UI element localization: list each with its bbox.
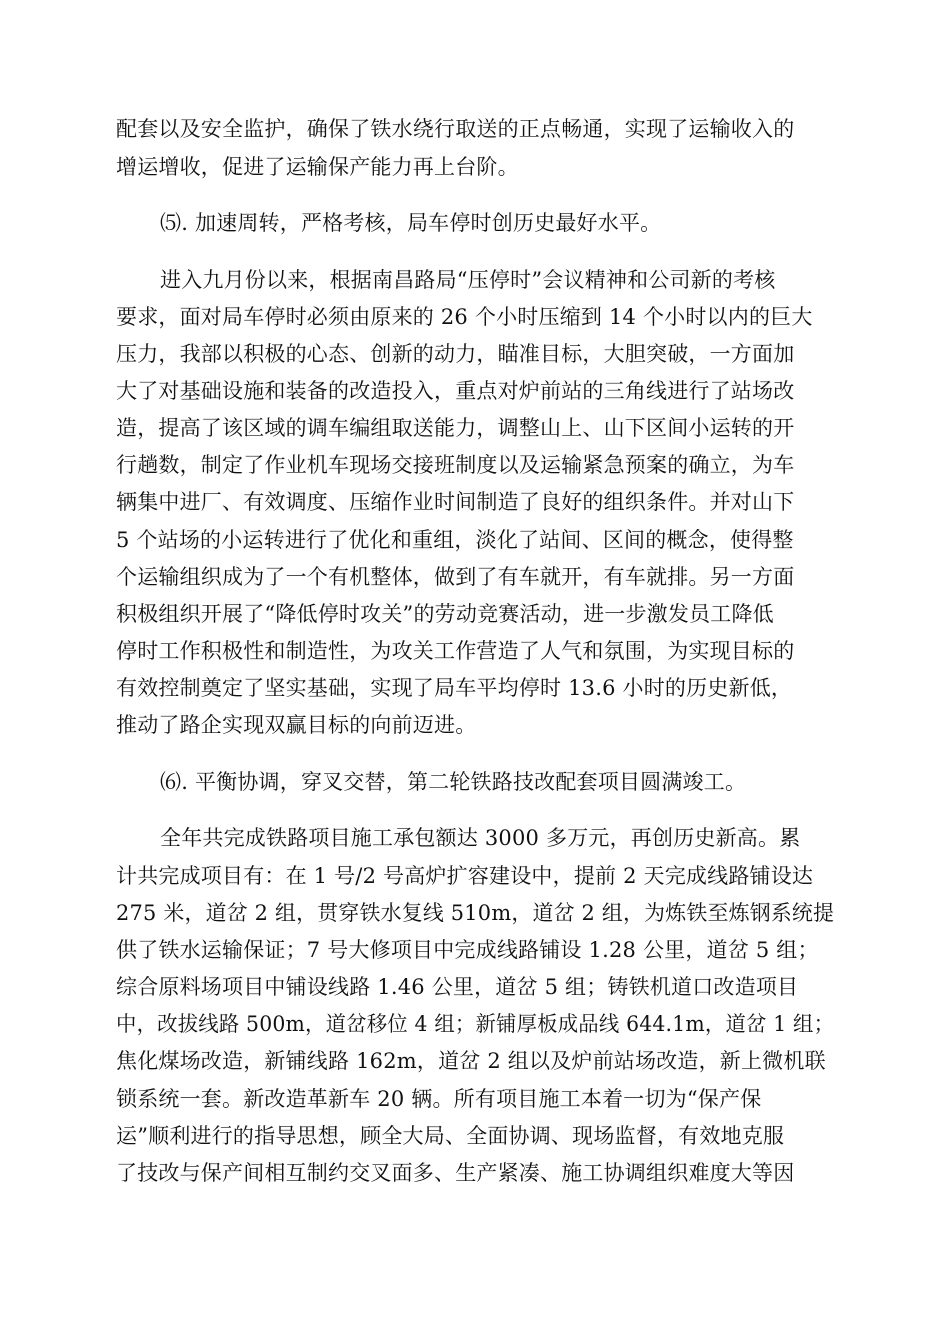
text-line: 供了铁水运输保证；7 号大修项目中完成线路铺设 1.28 公里，道岔 5 组； xyxy=(116,938,819,962)
text-line: 行趟数，制定了作业机车现场交接班制度以及运输紧急预案的确立，为车 xyxy=(116,453,795,477)
text-line: 焦化煤场改造，新铺线路 162m，道岔 2 组以及炉前站场改造，新上微机联 xyxy=(116,1049,826,1073)
section-heading: ⑹. 平衡协调，穿叉交替，第二轮铁路技改配套项目圆满竣工。 xyxy=(160,770,747,794)
text-line: 275 米，道岔 2 组，贯穿铁水复线 510m，道岔 2 组，为炼铁至炼钢系统提 xyxy=(116,901,835,925)
text-line: 增运增收，促进了运输保产能力再上台阶。 xyxy=(116,155,519,179)
text-line: 有效控制奠定了坚实基础，实现了局车平均停时 13.6 小时的历史新低， xyxy=(116,676,793,700)
text-line: 锁系统一套。新改造革新车 20 辆。所有项目施工本着一切为“保产保 xyxy=(116,1087,762,1111)
paragraph-start-line: 全年共完成铁路项目施工承包额达 3000 多万元，再创历史新高。累 xyxy=(160,826,801,850)
text-line: 压力，我部以积极的心态、创新的动力，瞄准目标，大胆突破，一方面加 xyxy=(116,342,795,366)
text-line: 配套以及安全监护，确保了铁水绕行取送的正点畅通，实现了运输收入的 xyxy=(116,117,795,141)
text-line: 了技改与保产间相互制约交叉面多、生产紧凑、施工协调组织难度大等因 xyxy=(116,1161,795,1185)
text-line: 大了对基础设施和装备的改造投入，重点对炉前站的三角线进行了站场改 xyxy=(116,379,795,403)
text-line: 要求，面对局车停时必须由原来的 26 个小时压缩到 14 个小时以内的巨大 xyxy=(116,305,813,329)
text-line: 运”顺利进行的指导思想，顾全大局、全面协调、现场监督，有效地克服 xyxy=(116,1124,785,1148)
text-line: 个运输组织成为了一个有机整体，做到了有车就开，有车就排。另一方面 xyxy=(116,565,795,589)
text-line: 积极组织开展了“降低停时攻关”的劳动竞赛活动，进一步激发员工降低 xyxy=(116,602,774,626)
paragraph-start-line: 进入九月份以来，根据南昌路局“压停时”会议精神和公司新的考核 xyxy=(160,268,776,292)
text-line: 中，改拔线路 500m，道岔移位 4 组；新铺厚板成品线 644.1m，道岔 1 组； xyxy=(116,1012,835,1036)
text-line: 辆集中进厂、有效调度、压缩作业时间制造了良好的组织条件。并对山下 xyxy=(116,490,795,514)
text-line: 推动了路企实现双赢目标的向前迈进。 xyxy=(116,713,477,737)
text-line: 5 个站场的小运转进行了优化和重组，淡化了站间、区间的概念，使得整 xyxy=(116,528,794,552)
section-heading: ⑸. 加速周转，严格考核，局车停时创历史最好水平。 xyxy=(160,211,662,235)
text-line: 造，提高了该区域的调车编组取送能力，调整山上、山下区间小运转的开 xyxy=(116,416,795,440)
text-line: 综合原料场项目中铺设线路 1.46 公里，道岔 5 组；铸铁机道口改造项目 xyxy=(116,975,799,999)
text-line: 计共完成项目有：在 1 号/2 号高炉扩容建设中，提前 2 天完成线路铺设达 xyxy=(116,864,814,888)
text-line: 停时工作积极性和制造性，为攻关工作营造了人气和氛围，为实现目标的 xyxy=(116,639,795,663)
